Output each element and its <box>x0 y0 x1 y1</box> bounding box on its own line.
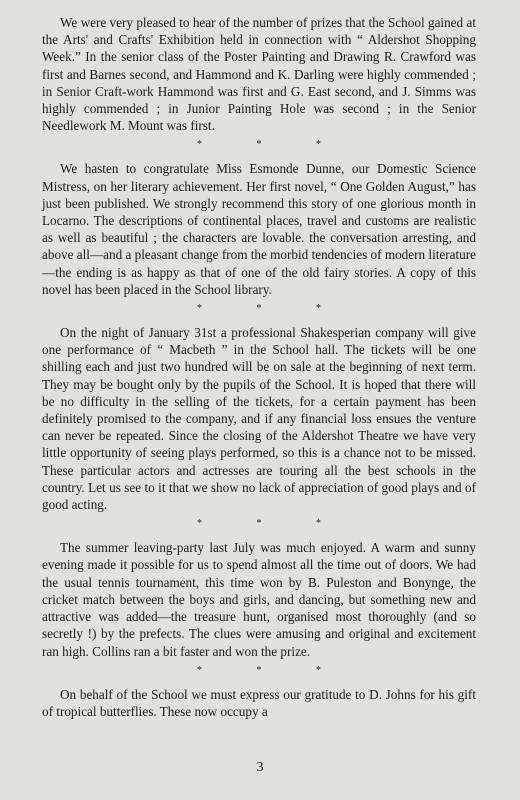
paragraph-leaving-party: The summer leaving-party last July was much enjoyed. A warm and sunny evening made it possible for us to spend almost all the time out of doors. We had the usual tennis tournament, this time won by B. Puleston and Bonynge, the cricket match between the boys and girls, and dancing, but something new and attractive was added—the treasure hunt, organised most thoroughly (and so secretly !) by the prefects. The clues were amusing and original and excitement ran high. Collins ran a bit faster and won the prize. <box>42 540 476 659</box>
section-separator: * * * <box>197 518 347 530</box>
paragraph-prizes: We were very pleased to hear of the number of prizes that the School gained at the Arts' and Crafts' Exhibition held in connection with “ Aldershot Shopping Week.” In the senior class of the Poster Painting and Drawing R. Crawford was first and Barnes second, and Hammond and K. Darling were highly commended ; in Senior Craft-work Hammond was first and G. East second, and J. Simms was highly commended ; in Junior Painting Hole was second ; in the Senior Needlework M. Mount was first. <box>42 15 476 134</box>
section-separator: * * * <box>197 139 347 151</box>
paragraph-macbeth: On the night of January 31st a professional Shakesperian company will give one performance of “ Macbeth ” in the School hall. The tickets will be one shilling each and just two hundred will be on sale at the beginning of next term. They may be bought only by the pupils of the School. It is hoped that there will be no difficulty in the selling of the tickets, for a certain payment has been definitely promised to the company, and if any financial loss ensues the venture can never be repeated. Since the closing of the Aldershot Theatre we have very little opportunity of seeing plays performed, so this is a chance not to be missed. These particular actors and actresses are touring all the best schools in the country. Let us see to it that we show no lack of appreciation of good plays and of good acting. <box>42 325 476 513</box>
paragraph-novel: We hasten to congratulate Miss Esmonde Dunne, our Domestic Science Mistress, on her literary achievement. Her first novel, “ One Golden August,” has just been published. We strongly recommend this story of one glorious month in Locarno. The descriptions of continental places, travel and customs are realistic as well as beautiful ; the characters are lovable. the conversation arresting, and above all—and a pleasant change from the morbid tendencies of modern literature—the ending is as happy as that of one of the old fairy stories. A copy of this novel has been placed in the School library. <box>42 161 476 297</box>
section-separator: * * * <box>197 303 347 315</box>
section-separator: * * * <box>197 664 347 676</box>
page-number: 3 <box>256 760 264 775</box>
paragraph-butterflies: On behalf of the School we must express our gratitude to D. Johns for his gift of tropical butterflies. These now occupy a <box>42 686 476 719</box>
